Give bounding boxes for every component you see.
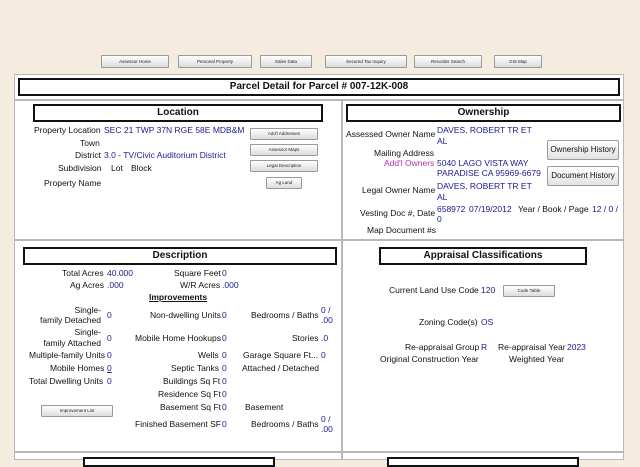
vesting-doc: 658972 — [437, 204, 466, 214]
ag-acres-value: .000 — [107, 280, 124, 290]
map-document-label: Map Document #s — [367, 225, 436, 235]
total-dwelling-value: 0 — [107, 376, 112, 386]
assessed-owner-line1: DAVES, ROBERT TR ET — [437, 125, 532, 135]
bed-bath-value-1b: .00 — [321, 315, 333, 325]
square-feet-label: Square Feet — [174, 268, 221, 278]
lower-left-panel — [14, 452, 342, 460]
basement-sqft-value: 0 — [222, 402, 227, 412]
total-acres-value: 40.000 — [107, 268, 133, 278]
vesting-date: 07/19/2012 — [469, 204, 512, 214]
reappraisal-year-value: 2023 — [567, 342, 586, 352]
bed-bath-label-1: Bedrooms / Baths — [251, 310, 319, 320]
lower-right-panel — [342, 452, 624, 460]
appraisal-heading: Appraisal Classifications — [379, 247, 587, 265]
location-heading: Location — [33, 104, 323, 122]
wells-label: Wells — [198, 350, 219, 360]
ownership-panel — [342, 100, 624, 240]
assessor-maps-button[interactable]: Assessor Maps — [250, 144, 318, 156]
block-label: Block — [131, 163, 152, 173]
reappraisal-group-label: Re-appraisal Group — [405, 342, 480, 352]
bed-bath-label-2: Bedrooms / Baths — [251, 419, 319, 429]
nav-recorder-search[interactable]: Recorder Search — [414, 55, 482, 68]
non-dwelling-value: 0 — [222, 310, 227, 320]
nav-gis-map[interactable]: GIS Map — [494, 55, 542, 68]
zoning-value: OS — [481, 317, 494, 327]
bed-bath-value-2a: 0 / — [321, 414, 331, 424]
document-history-button[interactable]: Document History — [547, 166, 619, 186]
mailing-address-label: Mailing Address — [374, 148, 435, 158]
lower-left-heading — [83, 457, 275, 467]
sfa-value: 0 — [107, 333, 112, 343]
subdivision-label: Subdivision — [58, 163, 102, 173]
wr-acres-label: W/R Acres — [180, 280, 221, 290]
zoning-label: Zoning Code(s) — [419, 317, 478, 327]
finished-basement-value: 0 — [222, 419, 227, 429]
district-label: District — [75, 150, 101, 160]
property-name-label: Property Name — [44, 178, 102, 188]
ag-land-button[interactable]: Ag Land — [266, 177, 302, 189]
sfa-label-1: Single- — [74, 327, 101, 337]
year-book-page-value2: 0 — [437, 214, 442, 224]
top-nav — [0, 55, 640, 69]
septic-label: Septic Tanks — [171, 363, 220, 373]
sfd-value: 0 — [107, 310, 112, 320]
bed-bath-value-2b: .00 — [321, 424, 333, 434]
ownership-history-button[interactable]: Ownership History — [547, 140, 619, 160]
buildings-sqft-value: 0 — [222, 376, 227, 386]
mailing-line1: 5040 LAGO VISTA WAY — [437, 158, 529, 168]
finished-basement-label: Finished Basement SF — [135, 419, 221, 429]
garage-label: Garage Square Ft... — [243, 350, 319, 360]
appraisal-panel — [342, 240, 624, 452]
improvements-heading: Improvements — [149, 292, 208, 302]
location-panel — [14, 100, 342, 240]
land-use-value: 120 — [481, 285, 496, 295]
residence-sqft-value: 0 — [222, 389, 227, 399]
legal-owner-label: Legal Owner Name — [362, 185, 436, 195]
mobile-homes-label: Mobile Homes — [50, 363, 105, 373]
page-title: Parcel Detail for Parcel # 007-12K-008 — [18, 78, 620, 96]
residence-sqft-label: Residence Sq Ft — [158, 389, 221, 399]
vesting-label: Vesting Doc #, Date — [360, 208, 436, 218]
basement-label: Basement — [245, 402, 284, 412]
ag-acres-label: Ag Acres — [70, 280, 105, 290]
town-label: Town — [80, 138, 100, 148]
attached-detached-label: Attached / Detached — [242, 363, 320, 373]
ownership-heading: Ownership — [346, 104, 621, 122]
nav-assessor-home[interactable]: Assessor Home — [101, 55, 169, 68]
property-location-label: Property Location — [34, 125, 101, 135]
mobile-homes-value[interactable]: 0 — [107, 363, 112, 373]
district-value: 3.0 - TV/Civic Auditorium District — [104, 150, 226, 160]
code-table-button[interactable]: Code Table — [503, 285, 555, 297]
mh-hookups-label: Mobile Home Hookups — [135, 333, 221, 343]
total-acres-label: Total Acres — [62, 268, 104, 278]
wr-acres-value: .000 — [222, 280, 239, 290]
sfd-label-1: Single- — [74, 305, 101, 315]
original-construction-label: Original Construction Year — [380, 354, 479, 364]
basement-sqft-label: Basement Sq Ft — [160, 402, 221, 412]
total-dwelling-label: Total Dwelling Units — [29, 376, 104, 386]
bed-bath-value-1a: 0 / — [321, 305, 331, 315]
lot-label: Lot — [111, 163, 123, 173]
year-book-page-value: 12 / 0 / — [592, 204, 618, 214]
land-use-label: Current Land Use Code — [389, 285, 479, 295]
assessed-owner-line2: AL — [437, 136, 448, 146]
stories-label: Stories — [292, 333, 319, 343]
weighted-year-label: Weighted Year — [509, 354, 565, 364]
mailing-line2: PARADISE CA 95969-6679 — [437, 168, 541, 178]
title-panel — [14, 74, 624, 100]
description-heading: Description — [23, 247, 337, 265]
stories-value: .0 — [321, 333, 329, 343]
legal-owner-line2: AL — [437, 192, 448, 202]
addl-addresses-button[interactable]: Add'l Addresses — [250, 128, 318, 140]
improvement-list-button[interactable]: Improvement List — [41, 405, 113, 417]
wells-value: 0 — [222, 350, 227, 360]
assessed-owner-label: Assessed Owner Name — [346, 129, 436, 139]
year-book-page-label: Year / Book / Page — [518, 204, 589, 214]
lower-right-heading — [387, 457, 579, 467]
description-panel — [14, 240, 342, 452]
addl-owners-link[interactable]: Add'l Owners — [384, 158, 435, 168]
nav-sales-data[interactable]: Sales Data — [260, 55, 312, 68]
mh-hookups-value: 0 — [222, 333, 227, 343]
square-feet-value: 0 — [222, 268, 227, 278]
legal-description-button[interactable]: Legal Description — [250, 160, 318, 172]
mf-units-value: 0 — [107, 350, 112, 360]
legal-owner-line1: DAVES, ROBERT TR ET — [437, 181, 532, 191]
septic-value: 0 — [222, 363, 227, 373]
reappraisal-group-value: R — [481, 342, 488, 352]
property-location-value: SEC 21 TWP 37N RGE 58E MDB&M — [104, 125, 245, 135]
mf-units-label: Multiple-family Units — [29, 350, 106, 360]
garage-value: 0 — [321, 350, 326, 360]
reappraisal-year-label: Re-appraisal Year — [498, 342, 566, 352]
sfd-label-2: family Detached — [40, 315, 101, 325]
sfa-label-2: family Attached — [43, 338, 101, 348]
nav-secured-tax-inquiry[interactable]: Secured Tax Inquiry — [325, 55, 407, 68]
buildings-sqft-label: Buildings Sq Ft — [163, 376, 221, 386]
nav-personal-property[interactable]: Personal Property — [178, 55, 252, 68]
non-dwelling-label: Non-dwelling Units — [150, 310, 221, 320]
